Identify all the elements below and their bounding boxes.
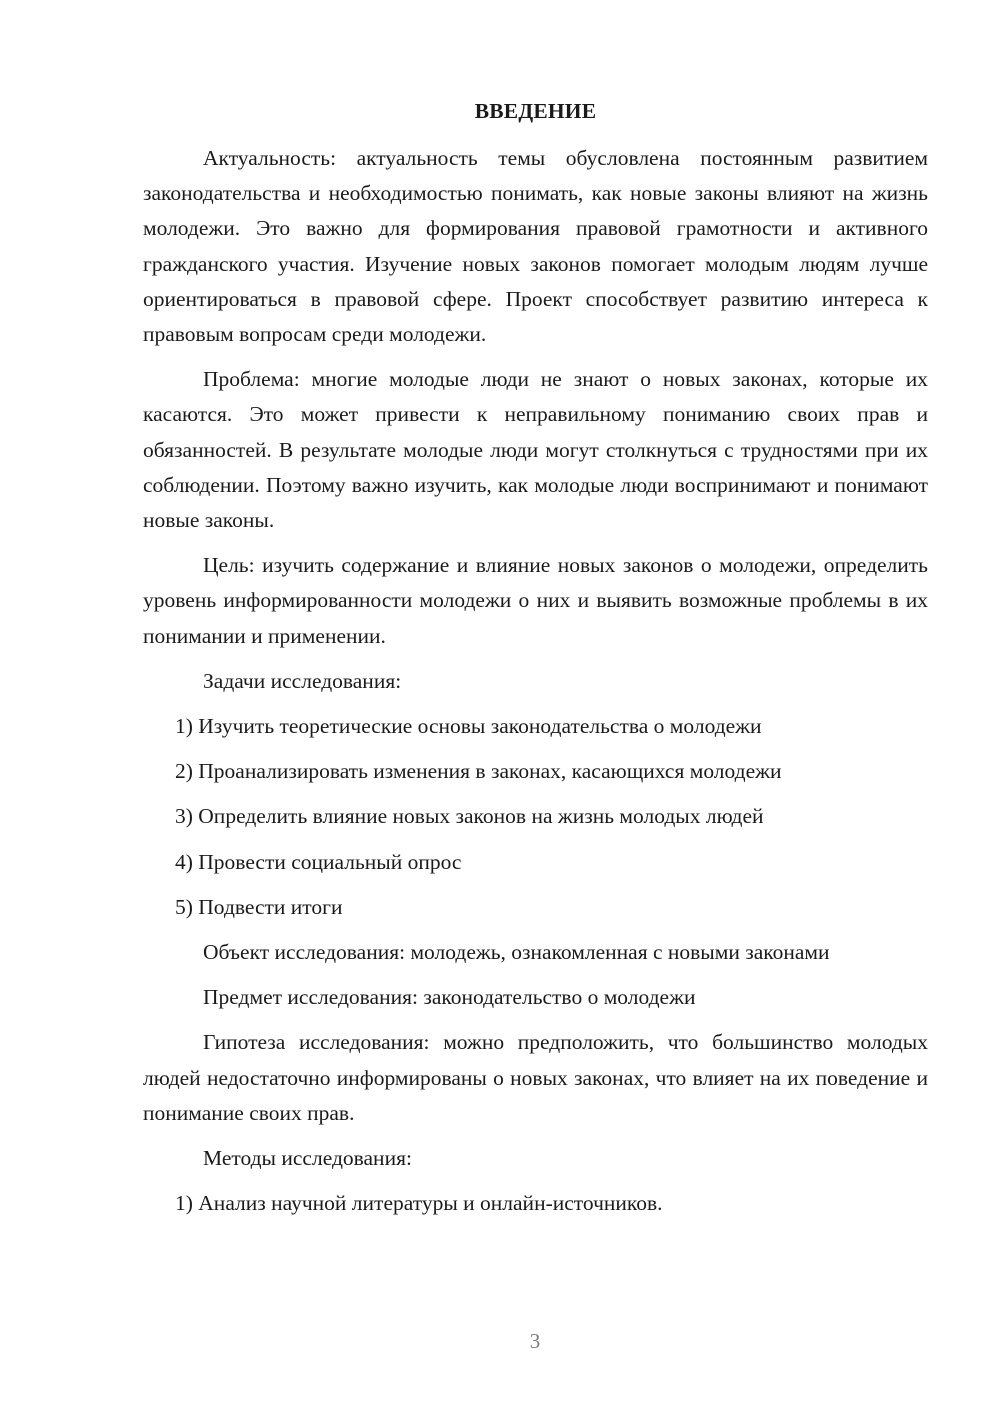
task-item: 2) Проанализировать изменения в законах, касающихся молодежи — [175, 759, 782, 784]
methods-heading: Методы исследования: — [203, 1146, 412, 1171]
task-item: 4) Провести социальный опрос — [175, 849, 462, 874]
method-item: 1) Анализ научной литературы и онлайн-источников. — [175, 1191, 663, 1216]
problem-paragraph: Проблема: многие молодые люди не знают о новых законах, которые их касаются. Это может привести к неправильному пониманию своих прав и обязанностей. В результате молодые люди могут столкнуться с трудностями при их соблюдении. Поэтому важно изучить, как молодые люди воспринимают и понимают новые законы. — [143, 367, 928, 533]
object-paragraph: Объект исследования: молодежь, ознакомленная с новыми законами — [203, 940, 830, 965]
section-title: ВВЕДЕНИЕ — [474, 99, 597, 123]
document-page — [143, 94, 928, 1231]
relevance-paragraph: Актуальность: актуальность темы обусловлена постоянным развитием законодательства и необходимостью понимать, как новые законы влияют на жизнь молодежи. Это важно для формирования правовой грамотности и активного гражданского участия. Изучение новых законов помогает молодым людям лучше ориентироваться в правовой сфере. Проект способствует развитию интереса к правовым вопросам среди молодежи. — [143, 146, 928, 347]
goal-paragraph: Цель: изучить содержание и влияние новых законов о молодежи, определить уровень информированности молодежи о них и выявить возможные проблемы в их понимании и применении. — [143, 553, 928, 648]
subject-paragraph: Предмет исследования: законодательство о молодежи — [203, 985, 696, 1010]
task-item: 5) Подвести итоги — [175, 894, 343, 919]
page-number: 3 — [529, 1329, 541, 1353]
task-item: 1) Изучить теоретические основы законодательства о молодежи — [175, 714, 762, 739]
hypothesis-paragraph: Гипотеза исследования: можно предположить, что большинство молодых людей недостаточно информированы о новых законах, что влияет на их поведение и понимание своих прав. — [143, 1030, 928, 1125]
task-item: 3) Определить влияние новых законов на жизнь молодых людей — [175, 804, 764, 829]
tasks-heading: Задачи исследования: — [203, 668, 402, 693]
